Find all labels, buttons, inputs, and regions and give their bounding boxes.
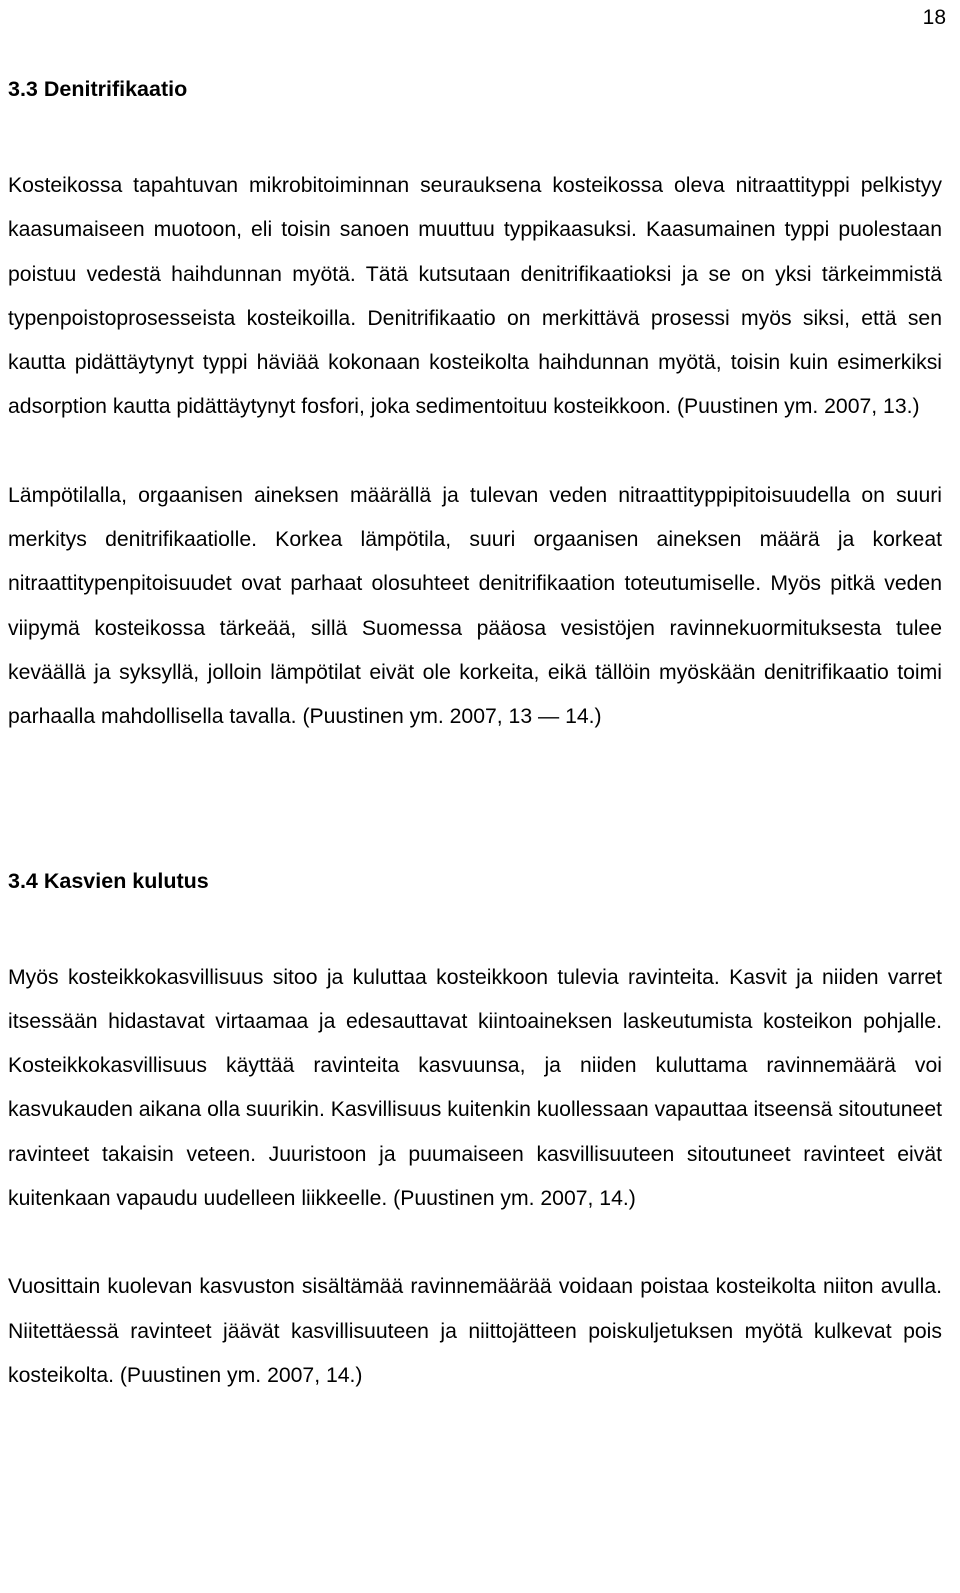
- paragraph: Vuosittain kuolevan kasvuston sisältämää ravinnemäärää voidaan poistaa kosteikolta niiton avulla. Niitettäessä ravinteet jäävät kasvillisuuteen ja niittojätteen poiskuljetuksen myötä kulkevat pois kosteikolta. (Puustinen ym. 2007, 14.): [8, 1275, 942, 1387]
- paragraph: Myös kosteikkokasvillisuus sitoo ja kuluttaa kosteikkoon tulevia ravinteita. Kasvit ja niiden varret itsessään hidastavat virtaamaa ja edesauttavat kiintoaineksen laskeutumista kosteikon pohjalle. Kosteikkokasvillisuus käyttää ravinteita kasvuunsa, ja niiden kuluttama ravinnemäärä voi kasvukauden aikana olla suurikin. Kasvillisuus kuitenkin kuollessaan vapauttaa itseensä sitoutuneet ravinteet takaisin veteen. Juuristoon ja puumaiseen kasvillisuuteen sitoutuneet ravinteet eivät kuitenkaan vapaudu uudelleen liikkeelle. (Puustinen ym. 2007, 14.): [8, 965, 942, 1211]
- paragraph: Kosteikossa tapahtuvan mikrobitoiminnan seurauksena kosteikossa oleva nitraattityppi pelkistyy kaasumaiseen muotoon, eli toisin sanoen muuttuu typpikaasuksi. Kaasumainen typpi puolestaan poistuu vedestä haihdunnan myötä. Tätä kutsutaan denitrifikaatioksi ja se on yksi tärkeimmistä typenpoistoprosesseista kosteikoilla. Denitrifikaatio on merkittävä prosessi myös siksi, että sen kautta pidättäytynyt typpi häviää kokonaan kosteikolta haihdunnan myötä, toisin kuin esimerkiksi adsorption kautta pidättäytynyt fosfori, joka sedimentoituu kosteikkoon. (Puustinen ym. 2007, 13.): [8, 174, 942, 419]
- paragraph: Lämpötilalla, orgaanisen aineksen määrällä ja tulevan veden nitraattityppipitoisuudella on suuri merkitys denitrifikaatiolle. Korkea lämpötila, suuri orgaanisen aineksen määrä ja korkeat nitraattitypenpitoisuudet ovat parhaat olosuhteet denitrifikaation toteutumiselle. Myös pitkä veden viipymä kosteikossa tärkeää, sillä Suomessa pääosa vesistöjen ravinnekuormituksesta tulee keväällä ja syksyllä, jolloin lämpötilat eivät ole korkeita, eikä tällöin myöskään denitrifikaatio toimi parhaalla mahdollisella tavalla. (Puustinen ym. 2007, 13 — 14.): [8, 483, 942, 729]
- document-body: [8, 74, 942, 1398]
- section-heading-kasvien-kulutus: 3.4 Kasvien kulutus: [8, 868, 209, 893]
- page-number: 18: [922, 6, 946, 29]
- section-heading-denitrifikaatio: 3.3 Denitrifikaatio: [8, 77, 188, 101]
